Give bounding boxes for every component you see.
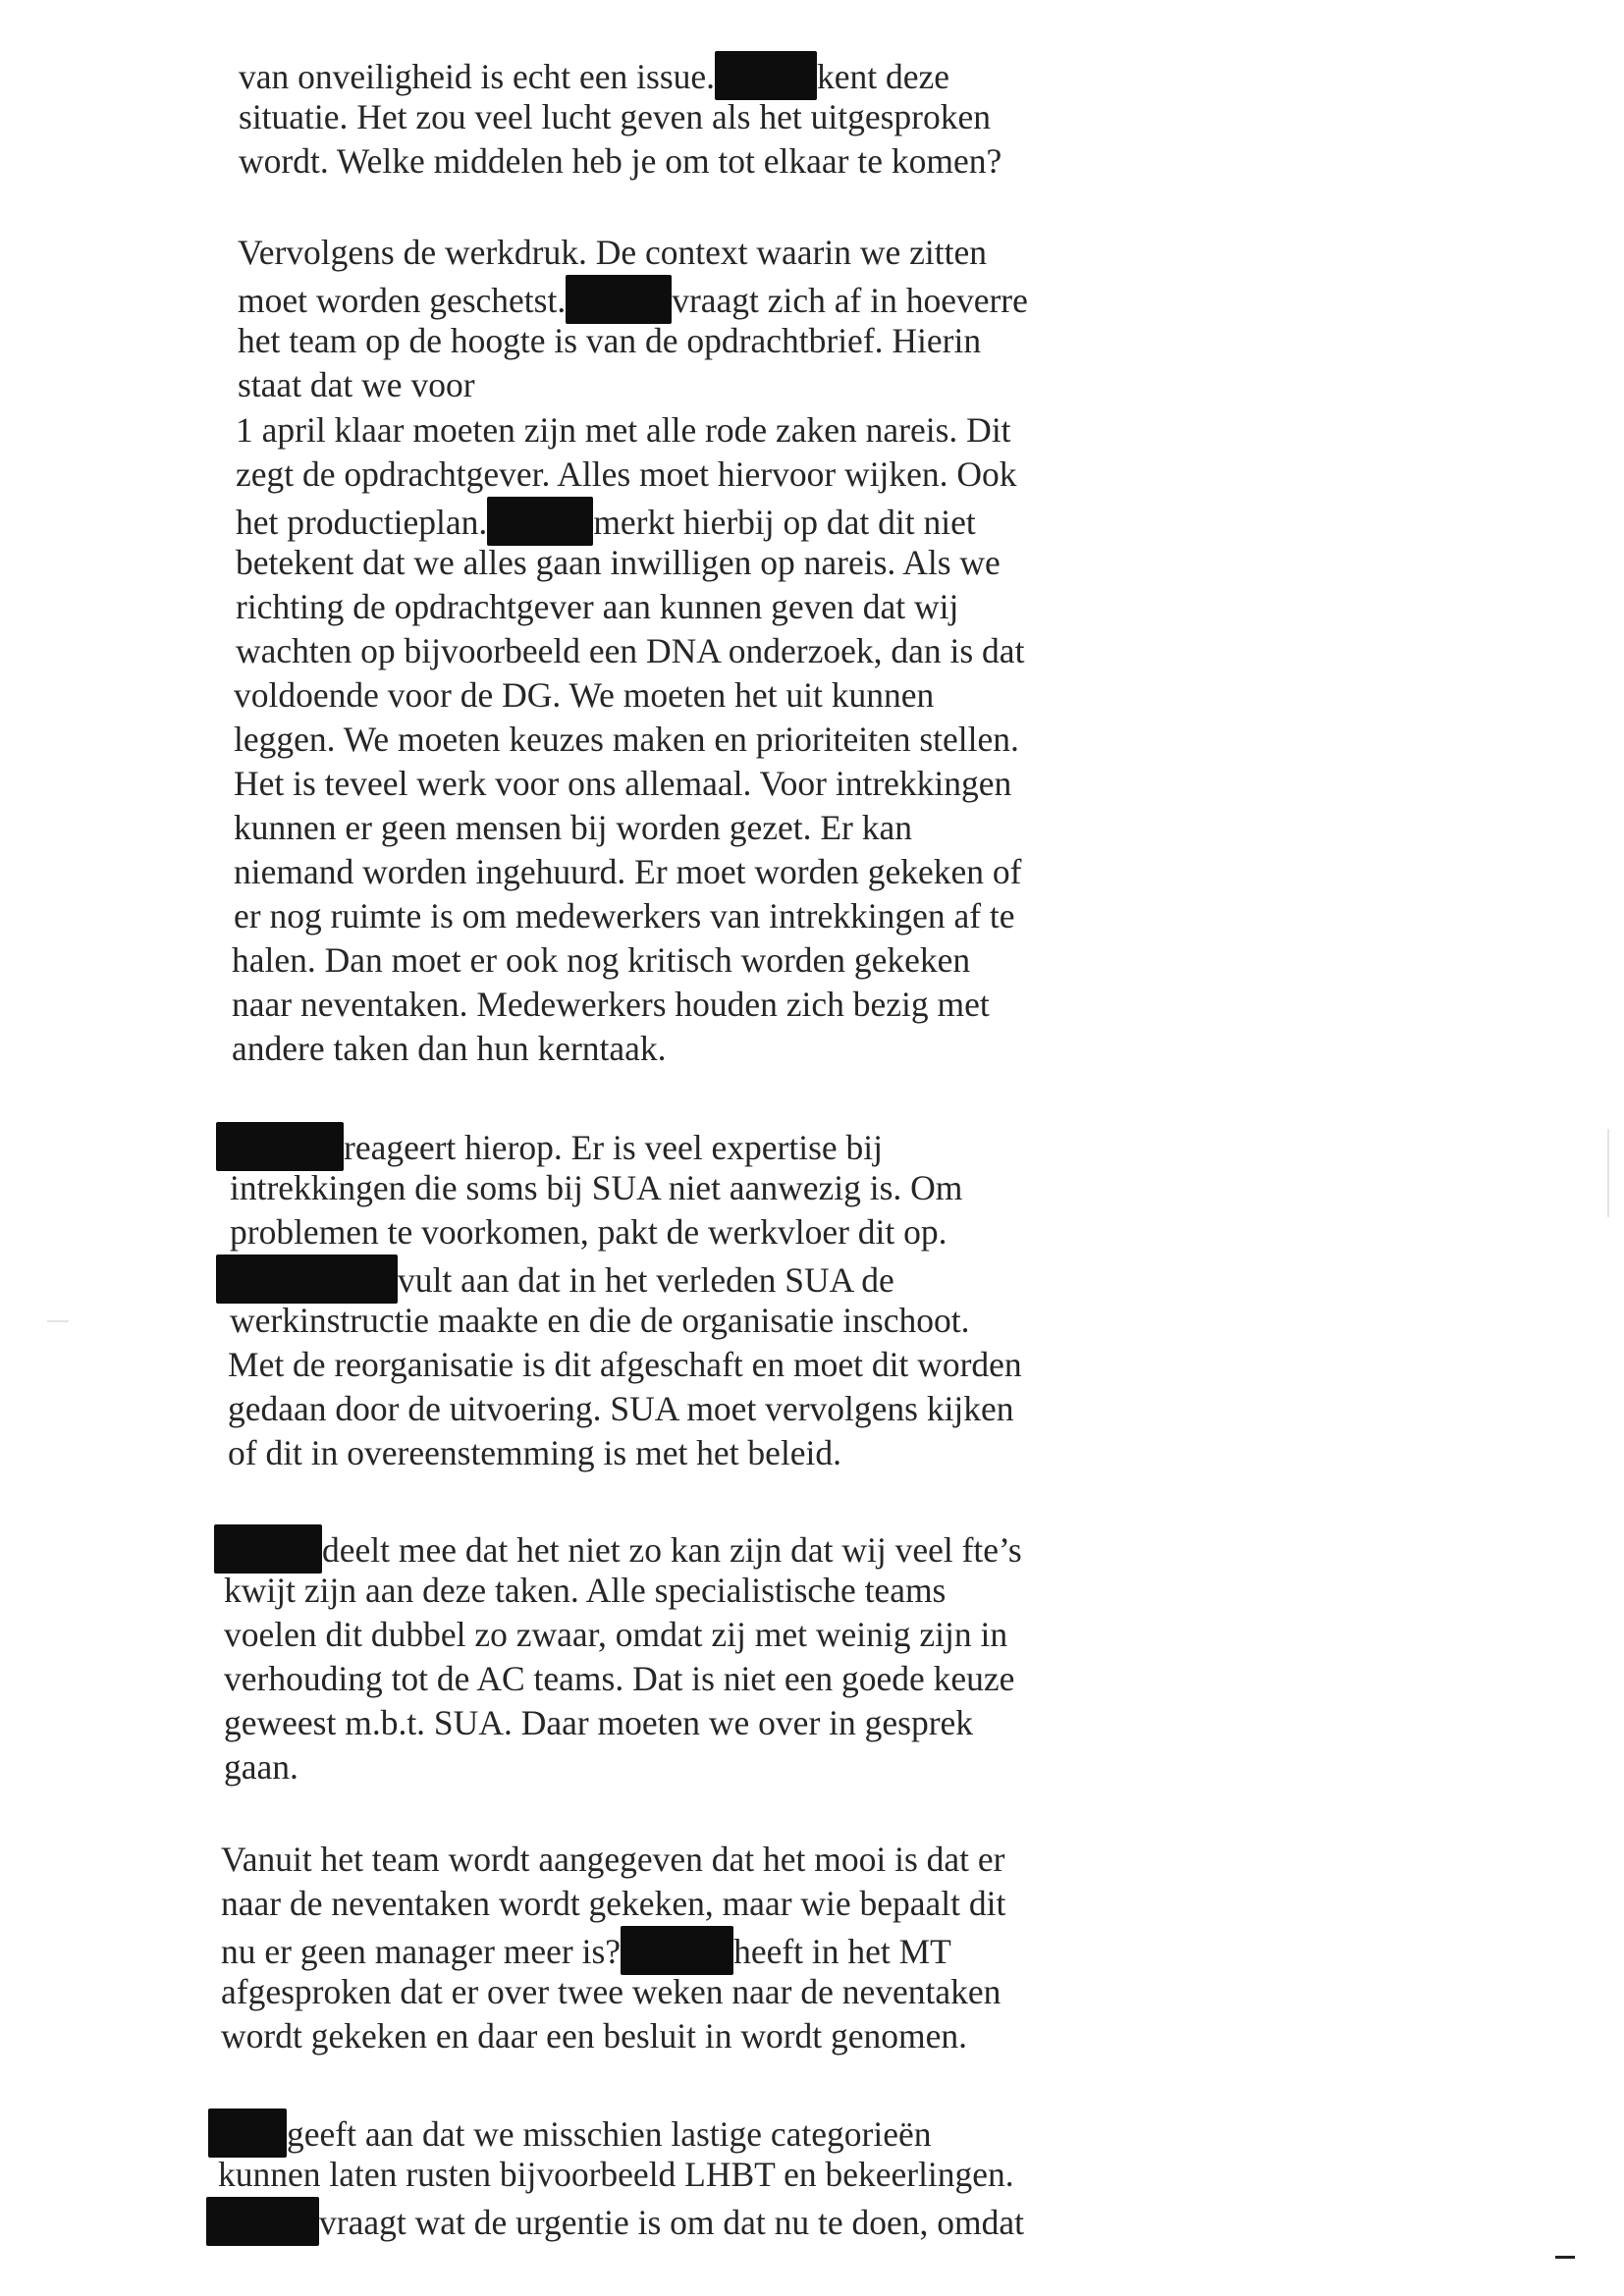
line-text: het productieplan. bbox=[236, 503, 488, 542]
redaction-block bbox=[214, 1524, 322, 1574]
line-text: afgesproken dat er over twee weken naar de neventaken bbox=[221, 1972, 1001, 2011]
line-text: er nog ruimte is om medewerkers van intrekkingen af te bbox=[234, 896, 1015, 935]
line-text: vult aan dat in het verleden SUA de bbox=[398, 1260, 894, 1300]
text-line bbox=[238, 231, 987, 275]
line-text: gaan. bbox=[224, 1747, 298, 1787]
line-text: richting de opdrachtgever aan kunnen geven dat wij bbox=[236, 587, 959, 626]
text-line bbox=[239, 139, 1001, 184]
text-line bbox=[234, 850, 1021, 894]
line-text: Vanuit het team wordt aangegeven dat het mooi is dat er bbox=[221, 1840, 1005, 1879]
line-text: naar neventaken. Medewerkers houden zich bezig met bbox=[232, 985, 990, 1024]
line-text: zegt de opdrachtgever. Alles moet hiervoor wijken. Ook bbox=[236, 454, 1017, 494]
line-text: intrekkingen die soms bij SUA niet aanwezig is. Om bbox=[230, 1168, 963, 1207]
line-text: heeft in het MT bbox=[733, 1932, 951, 1971]
line-text: geweest m.b.t. SUA. Daar moeten we over in gesprek bbox=[224, 1703, 974, 1742]
text-line bbox=[214, 1524, 1022, 1574]
text-line bbox=[234, 894, 1015, 938]
text-line bbox=[224, 1701, 973, 1745]
text-line bbox=[230, 1210, 947, 1255]
line-text: andere taken dan hun kerntaak. bbox=[232, 1029, 667, 1068]
line-text: niemand worden ingehuurd. Er moet worden gekeken of bbox=[234, 852, 1022, 891]
line-text: geeft aan dat we misschien lastige categorieën bbox=[287, 2114, 932, 2154]
line-text: vraagt wat de urgentie is om dat nu te doen, omdat bbox=[319, 2203, 1025, 2242]
text-line bbox=[208, 2109, 931, 2158]
text-line bbox=[228, 1431, 841, 1475]
line-text: wordt. Welke middelen heb je om tot elkaar te komen? bbox=[239, 141, 1002, 181]
line-text: wachten op bijvoorbeeld een DNA onderzoek, dan is dat bbox=[236, 631, 1025, 670]
text-line bbox=[221, 2014, 967, 2058]
redaction-block bbox=[206, 2197, 319, 2246]
line-text: kent deze bbox=[817, 57, 950, 96]
line-text: naar de neventaken wordt gekeken, maar wie bepaalt dit bbox=[221, 1884, 1006, 1923]
line-text: halen. Dan moet er ook nog kritisch worden gekeken bbox=[232, 940, 971, 980]
text-line bbox=[232, 938, 970, 983]
redaction-block bbox=[208, 2109, 287, 2158]
line-text: deelt mee dat het niet zo kan zijn dat wij veel fte’s bbox=[322, 1530, 1022, 1570]
line-text: Het is teveel werk voor ons allemaal. Voor intrekkingen bbox=[234, 764, 1012, 803]
text-line bbox=[228, 1343, 1022, 1387]
line-text: wordt gekeken en daar een besluit in wordt genomen. bbox=[221, 2016, 968, 2056]
text-line bbox=[221, 1970, 1001, 2014]
line-text: betekent dat we alles gaan inwilligen op nareis. Als we bbox=[236, 543, 1001, 582]
line-text: verhouding tot de AC teams. Dat is niet een goede keuze bbox=[224, 1659, 1015, 1698]
line-text: kwijt zijn aan deze taken. Alle specialistische teams bbox=[224, 1571, 947, 1610]
text-line bbox=[236, 585, 958, 629]
text-line bbox=[224, 1657, 1014, 1701]
text-line bbox=[221, 1926, 951, 1975]
line-text: reageert hierop. Er is veel expertise bij bbox=[344, 1128, 884, 1167]
text-line bbox=[234, 718, 1019, 762]
text-line bbox=[230, 1299, 969, 1343]
text-line bbox=[230, 1166, 962, 1210]
text-line bbox=[224, 1613, 1007, 1657]
line-text: of dit in overeenstemming is met het beleid. bbox=[228, 1433, 842, 1472]
text-line bbox=[234, 762, 1011, 806]
text-line bbox=[236, 497, 976, 546]
line-text: voelen dit dubbel zo zwaar, omdat zij met weinig zijn in bbox=[224, 1615, 1008, 1654]
line-text: Met de reorganisatie is dit afgeschaft en moet dit worden bbox=[228, 1345, 1022, 1384]
redaction-block bbox=[216, 1122, 344, 1171]
text-line bbox=[216, 1122, 883, 1171]
text-line bbox=[221, 1838, 1005, 1882]
line-text: moet worden geschetst. bbox=[238, 281, 567, 320]
text-line bbox=[239, 51, 949, 100]
line-text: werkinstructie maakte en die de organisatie inschoot. bbox=[230, 1301, 970, 1340]
scan-mark bbox=[1555, 2256, 1575, 2259]
line-text: situatie. Het zou veel lucht geven als het uitgesproken bbox=[239, 97, 991, 136]
redaction-block bbox=[216, 1255, 398, 1304]
line-text: staat dat we voor bbox=[238, 365, 475, 404]
text-line bbox=[238, 319, 981, 363]
text-line bbox=[238, 275, 1028, 324]
line-text: merkt hierbij op dat dit niet bbox=[593, 503, 976, 542]
line-text: het team op de hoogte is van de opdrachtbrief. Hierin bbox=[238, 321, 982, 360]
scan-mark bbox=[47, 1320, 69, 1322]
text-line bbox=[232, 1027, 667, 1071]
redaction-block bbox=[715, 51, 817, 100]
text-line bbox=[232, 983, 990, 1027]
text-line bbox=[224, 1569, 946, 1613]
text-line bbox=[236, 453, 1017, 497]
line-text: nu er geen manager meer is? bbox=[221, 1932, 622, 1971]
text-line bbox=[236, 408, 1011, 453]
line-text: problemen te voorkomen, pakt de werkvloer dit op. bbox=[230, 1212, 947, 1252]
text-line bbox=[239, 95, 991, 139]
redaction-block bbox=[621, 1926, 733, 1975]
redaction-block bbox=[566, 275, 672, 324]
text-line bbox=[238, 363, 475, 407]
line-text: 1 april klaar moeten zijn met alle rode zaken nareis. Dit bbox=[236, 410, 1011, 450]
line-text: vraagt zich af in hoeverre bbox=[672, 281, 1028, 320]
line-text: gedaan door de uitvoering. SUA moet vervolgens kijken bbox=[228, 1389, 1014, 1428]
line-text: kunnen er geen mensen bij worden gezet. Er kan bbox=[234, 808, 913, 847]
line-text: kunnen laten rusten bijvoorbeeld LHBT en bekeerlingen. bbox=[218, 2155, 1014, 2194]
text-line bbox=[234, 806, 912, 850]
line-text: leggen. We moeten keuzes maken en prioriteiten stellen. bbox=[234, 720, 1019, 759]
line-text: van onveiligheid is echt een issue. bbox=[239, 57, 716, 96]
text-line bbox=[236, 629, 1024, 673]
text-line bbox=[206, 2197, 1024, 2246]
text-line bbox=[218, 2153, 1014, 2197]
text-line bbox=[228, 1387, 1014, 1431]
text-line bbox=[216, 1255, 894, 1304]
line-text: Vervolgens de werkdruk. De context waarin we zitten bbox=[238, 233, 987, 272]
line-text: voldoende voor de DG. We moeten het uit kunnen bbox=[234, 675, 935, 715]
text-line bbox=[236, 541, 1001, 585]
scan-mark bbox=[1607, 1129, 1609, 1217]
text-line bbox=[224, 1745, 298, 1789]
redaction-block bbox=[487, 497, 593, 546]
text-line bbox=[234, 673, 934, 718]
text-line bbox=[221, 1882, 1005, 1926]
